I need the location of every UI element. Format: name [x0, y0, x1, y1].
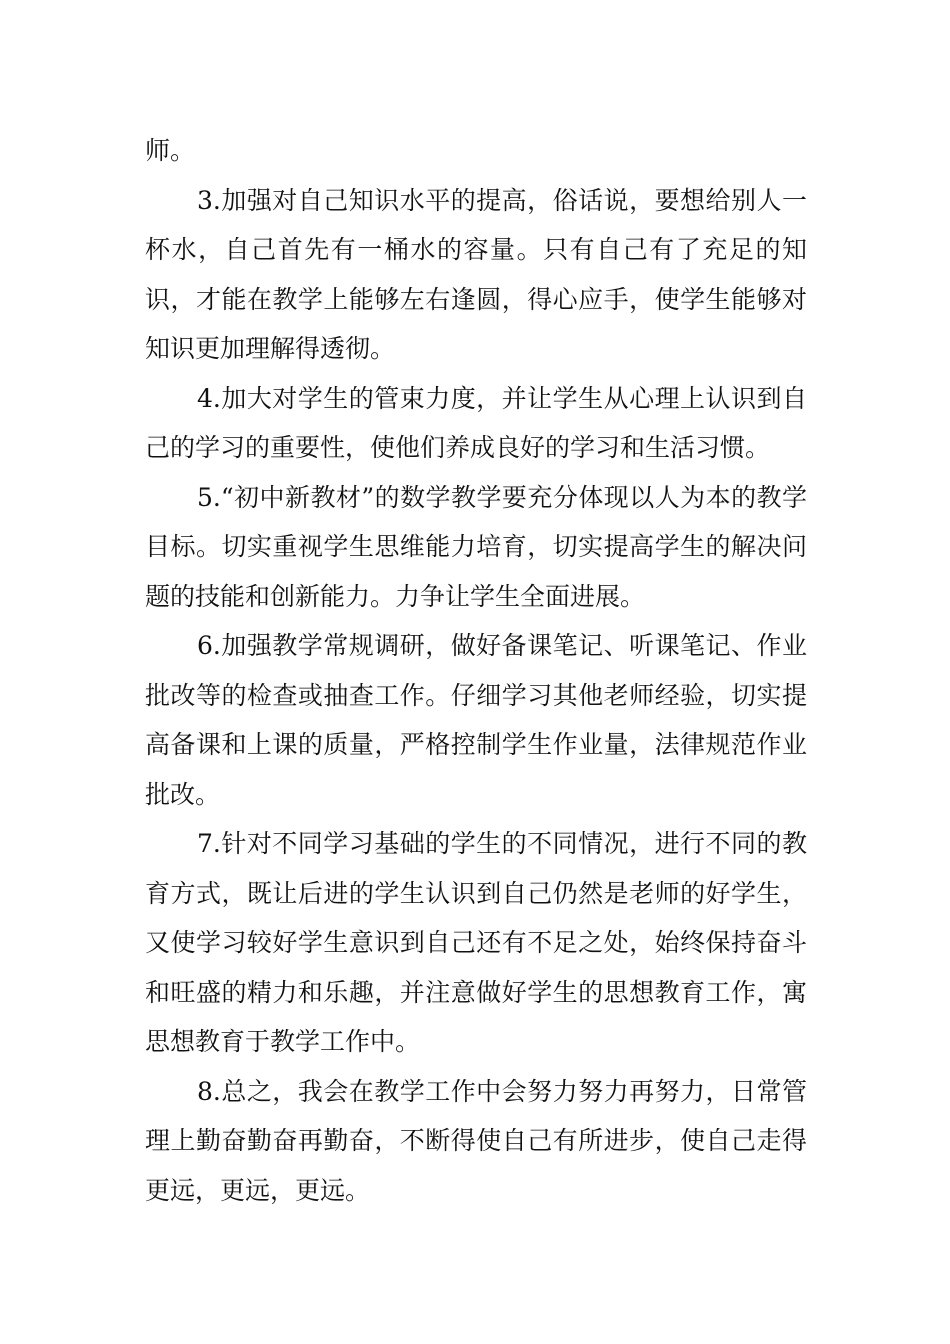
- document-body: [145, 126, 807, 1215]
- paragraph-item-5: 5.“初中新教材”的数学教学要充分体现以人为本的教学目标。切实重视学生思维能力培育，切实提高学生的解决问题的技能和创新能力。力争让学生全面进展。: [145, 482, 807, 611]
- paragraph-continuation: 师。: [145, 136, 196, 165]
- paragraph-item-8: 8.总之，我会在教学工作中会努力努力再努力，日常管理上勤奋勤奋再勤奋，不断得使自己有所进步，使自己走得更远，更远，更远。: [145, 1076, 807, 1205]
- paragraph-item-3: 3.加强对自己知识水平的提高，俗话说，要想给别人一杯水，自己首先有一桶水的容量。只有自己有了充足的知识，才能在教学上能够左右逢圆，得心应手，使学生能够对知识更加理解得透彻。: [145, 185, 807, 363]
- paragraph-item-6: 6.加强教学常规调研，做好备课笔记、听课笔记、作业批改等的检查或抽查工作。仔细学习其他老师经验，切实提高备课和上课的质量，严格控制学生作业量，法律规范作业批改。: [145, 631, 807, 809]
- paragraph-item-7: 7.针对不同学习基础的学生的不同情况，进行不同的教育方式，既让后进的学生认识到自己仍然是老师的好学生，又使学习较好学生意识到自己还有不足之处，始终保持奋斗和旺盛的精力和乐趣，并注意做好学生的思想教育工作，寓思想教育于教学工作中。: [145, 829, 807, 1056]
- paragraph-item-4: 4.加大对学生的管束力度，并让学生从心理上认识到自己的学习的重要性，使他们养成良好的学习和生活习惯。: [145, 383, 807, 462]
